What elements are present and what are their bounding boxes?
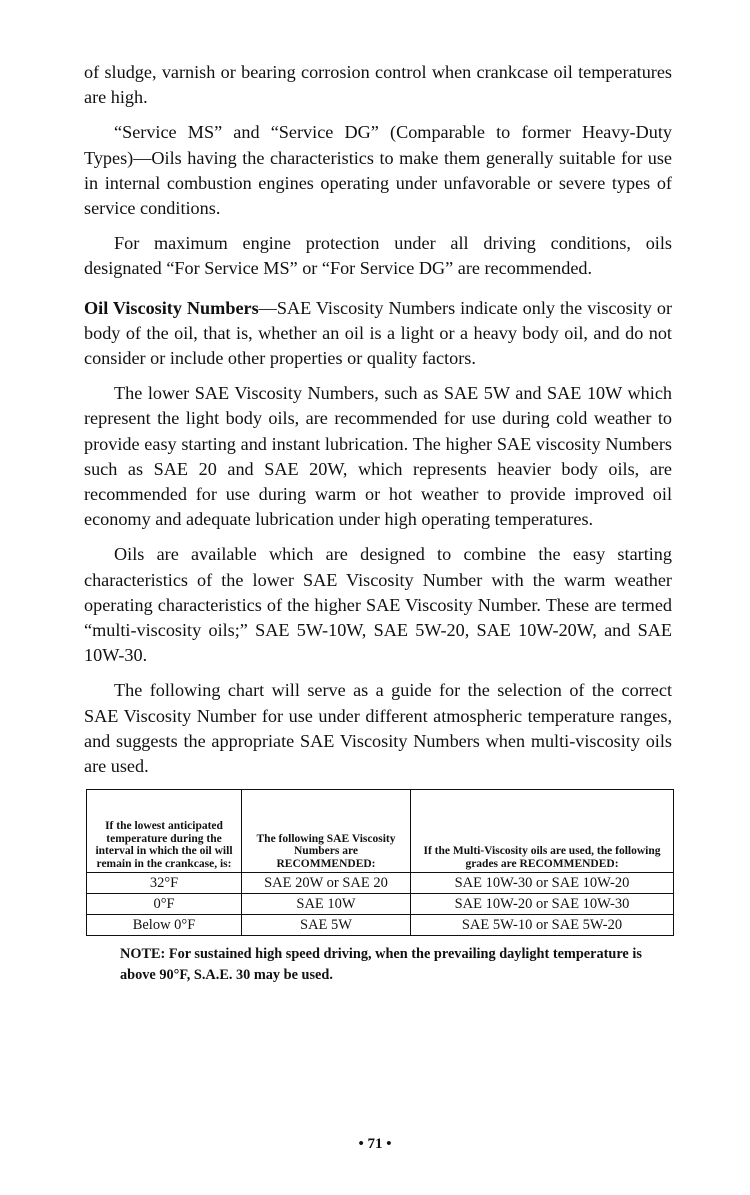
paragraph-multi-viscosity: Oils are available which are designed to combine the easy starting characteristics of the lower SAE Viscosity Number with the warm weather operating characteristics of the higher SAE Viscosity Number. These are termed “multi-viscosity oils;” SAE 5W-10W, SAE 5W-20, SAE 10W-20W, and SAE 10W-30. [84, 544, 672, 666]
table-row [87, 894, 674, 915]
cell-sae-number: SAE 5W [242, 915, 411, 936]
table-row [87, 873, 674, 894]
header-multi-viscosity: If the Multi-Viscosity oils are used, the following grades are RECOMMENDED: [411, 790, 674, 873]
high-speed-note: NOTE: For sustained high speed driving, when the prevailing daylight temperature is above 90°F, S.A.E. 30 may be used. [120, 946, 642, 984]
cell-temperature: Below 0°F [87, 915, 242, 936]
paragraph-chart-guide: The following chart will serve as a guide for the selection of the correct SAE Viscosity Number for use under different atmospheric temperature ranges, and suggests the appropriate SAE Viscosity Numbers when multi-viscosity oils are used. [84, 680, 672, 777]
page-number: • 71 • [358, 1136, 392, 1152]
section-heading-oil-viscosity: Oil Viscosity Numbers [84, 297, 259, 318]
cell-temperature: 0°F [87, 894, 242, 915]
viscosity-table [86, 789, 674, 936]
table-row [87, 915, 674, 936]
cell-multi-viscosity: SAE 10W-30 or SAE 10W-20 [411, 873, 674, 894]
paragraph-oil-viscosity-text: —SAE Viscosity Numbers indicate only the viscosity or body of the oil, that is, whether an oil is a light or a heavy body oil, and do not consider or include other properties or quality factors. [84, 297, 672, 369]
header-sae-numbers: The following SAE Viscosity Numbers are RECOMMENDED: [242, 790, 411, 873]
paragraph-service-ms-dg: “Service MS” and “Service DG” (Comparable to former Heavy-Duty Types)—Oils having the characteristics to make them generally suitable for use in internal combustion engines operating under unfavorable or severe types of service conditions. [84, 122, 672, 219]
cell-multi-viscosity: SAE 5W-10 or SAE 5W-20 [411, 915, 674, 936]
cell-multi-viscosity: SAE 10W-20 or SAE 10W-30 [411, 894, 674, 915]
paragraph-sludge-continuation: of sludge, varnish or bearing corrosion control when crankcase oil temperatures are high. [84, 62, 672, 108]
paragraph-lower-sae-numbers: The lower SAE Viscosity Numbers, such as SAE 5W and SAE 10W which represent the light body oils, are recommended for use during cold weather to provide easy starting and instant lubrication. The higher SAE viscosity Numbers such as SAE 20 and SAE 20W, which represents heavier body oils, are recommended for use during warm or hot weather to provide improved oil economy and adequate lubrication under high operating temperatures. [84, 383, 672, 530]
table-header-row [87, 790, 674, 873]
cell-sae-number: SAE 10W [242, 894, 411, 915]
header-lowest-temperature: If the lowest anticipated temperature during the interval in which the oil will remain in the crankcase, is: [87, 790, 242, 873]
page-body [84, 60, 672, 986]
cell-temperature: 32°F [87, 873, 242, 894]
cell-sae-number: SAE 20W or SAE 20 [242, 873, 411, 894]
paragraph-oil-viscosity-numbers [84, 296, 672, 372]
paragraph-maximum-protection: For maximum engine protection under all driving conditions, oils designated “For Service MS” or “For Service DG” are recommended. [84, 233, 672, 279]
